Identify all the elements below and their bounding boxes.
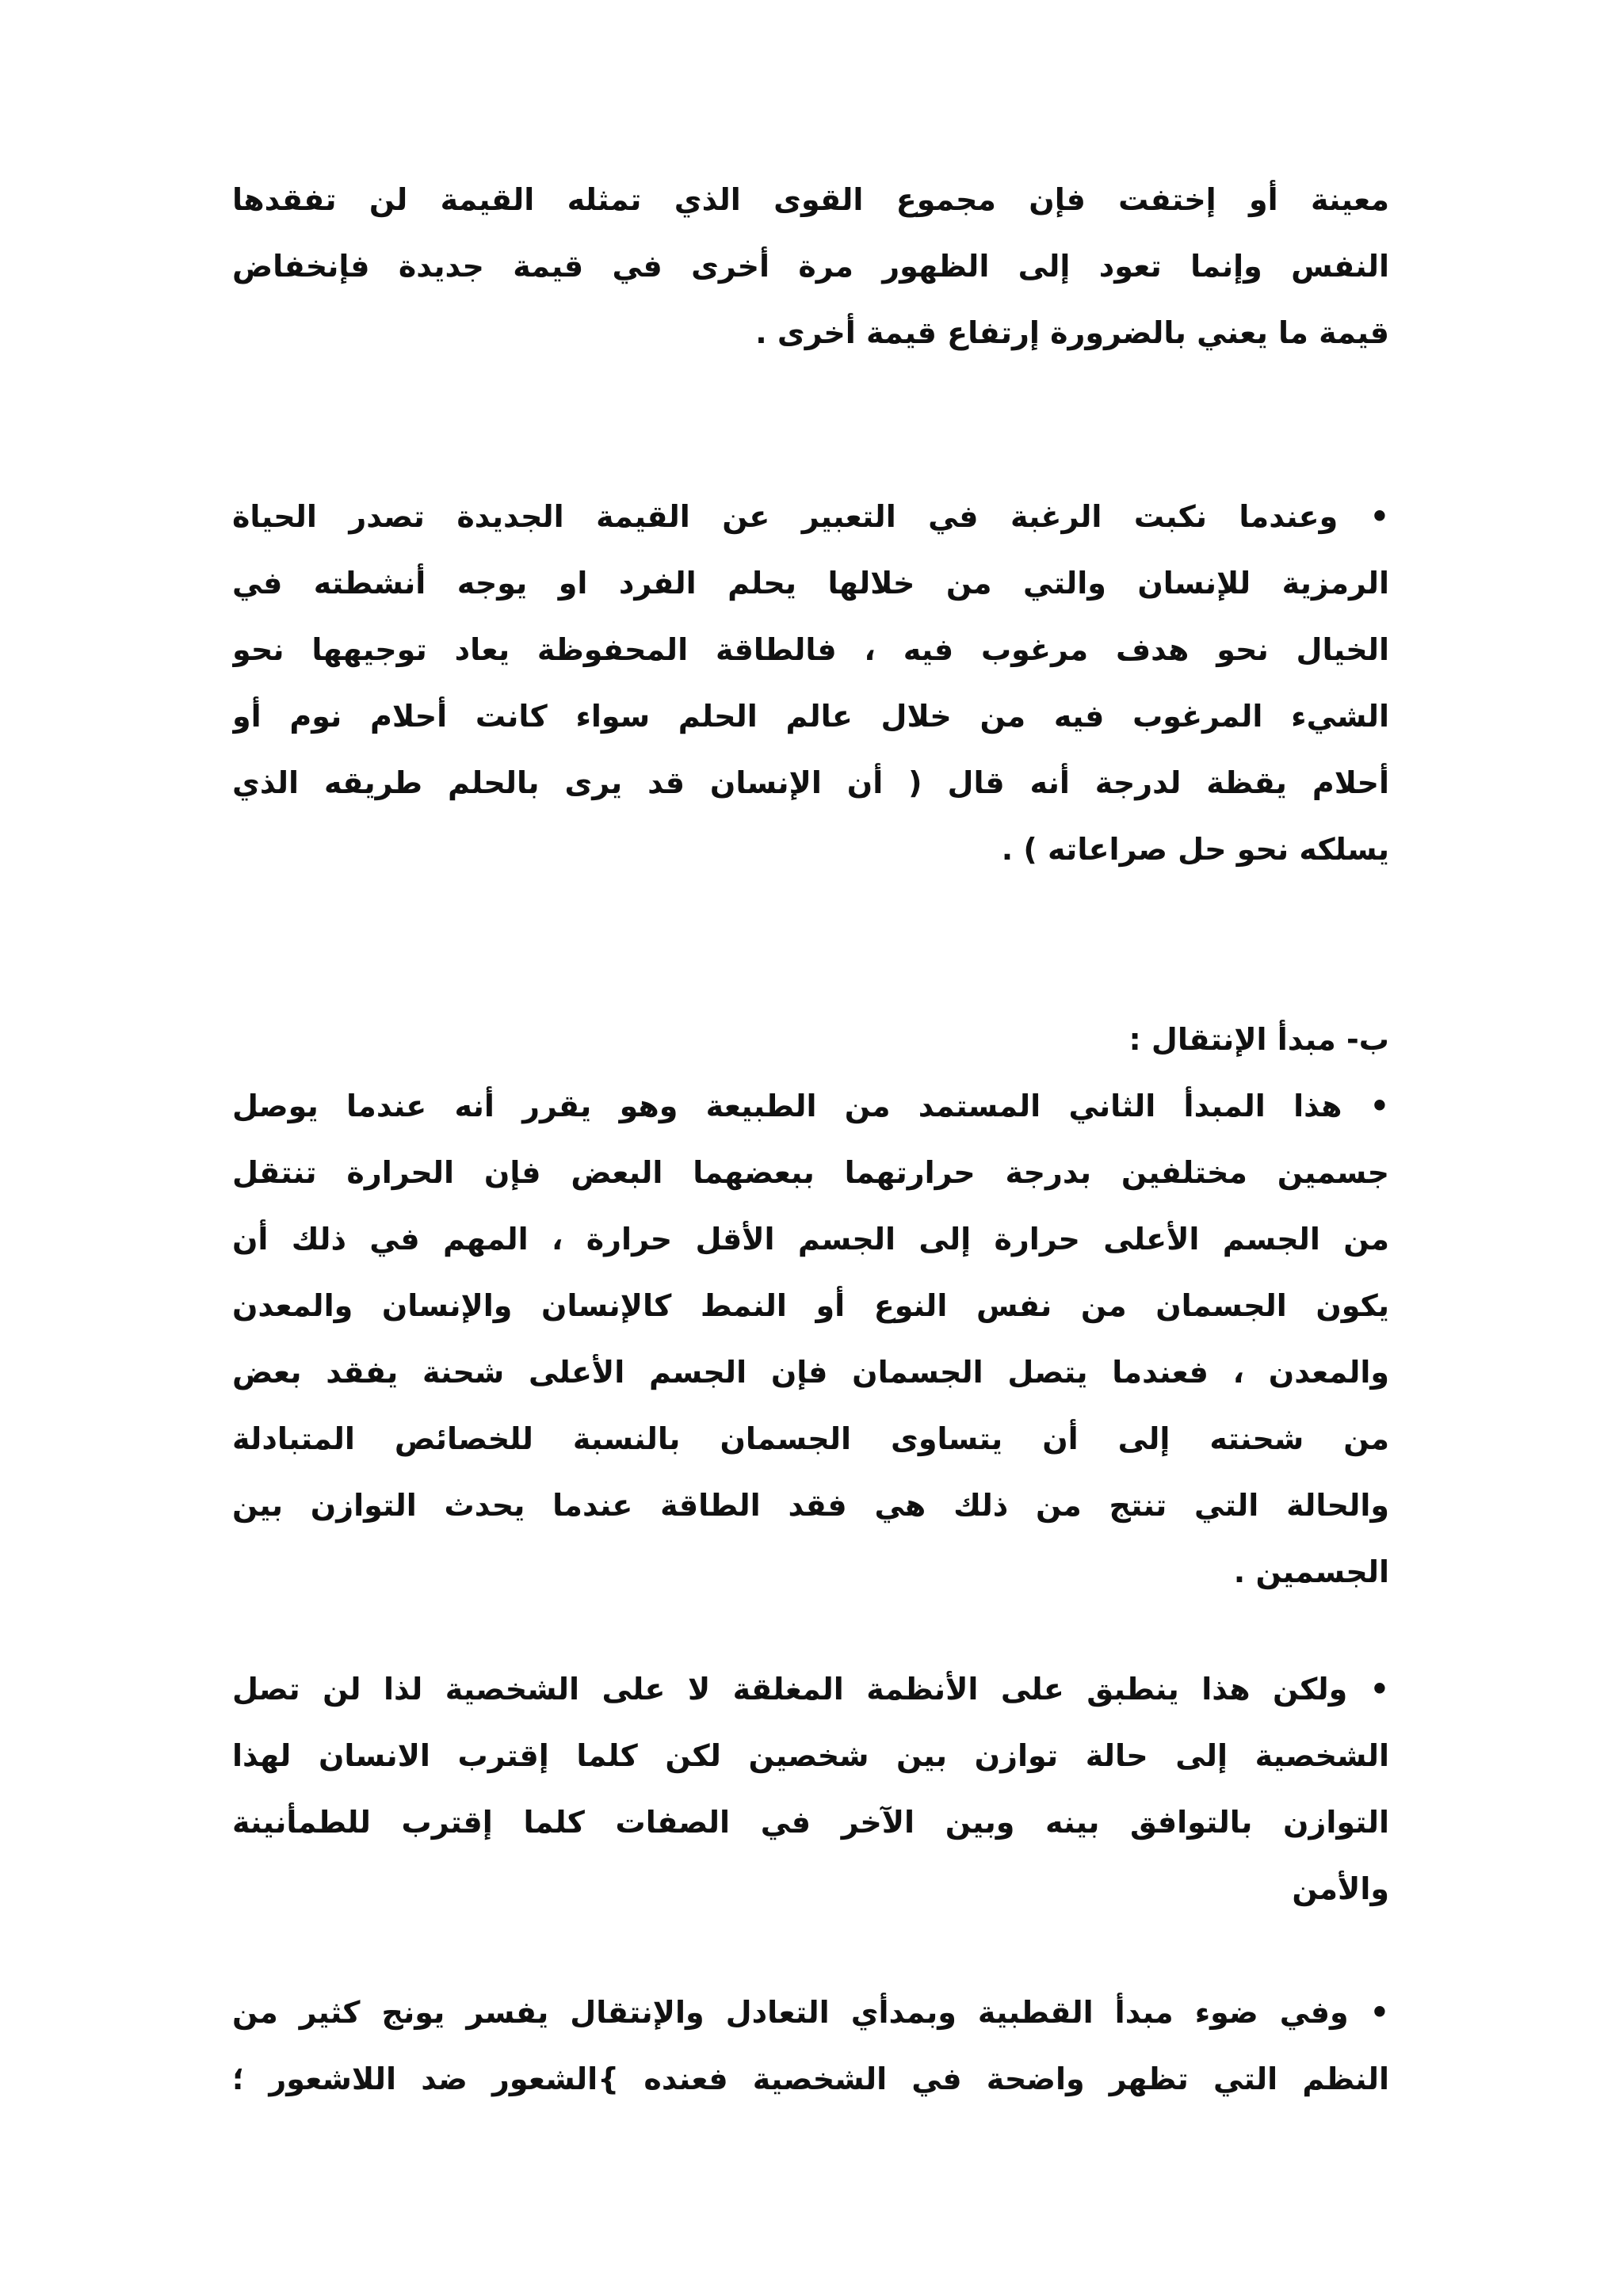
paragraph-line: التوازن بالتوافق بينه وبين الآخر في الصفات كلما إقترب للطمأنينة bbox=[232, 1805, 1389, 1840]
paragraph-line: معينة أو إختفت فإن مجموع القوى الذي تمثله القيمة لن تفقدها bbox=[232, 182, 1389, 217]
paragraph-line: • وفي ضوء مبدأ القطبية وبمدأي التعادل والإنتقال يفسر يونج كثير من bbox=[232, 1995, 1389, 2030]
paragraph-line: جسمين مختلفين بدرجة حرارتهما ببعضهما البعض فإن الحرارة تنتقل bbox=[232, 1155, 1389, 1190]
paragraph-line: والمعدن ، فعندما يتصل الجسمان فإن الجسم الأعلى شحنة يفقد بعض bbox=[232, 1355, 1389, 1390]
paragraph-5 bbox=[232, 1979, 1389, 2112]
paragraph-line: الشخصية إلى حالة توازن بين شخصين لكن كلما إقترب الانسان لهذا bbox=[232, 1738, 1389, 1773]
paragraph-1 bbox=[232, 166, 1389, 366]
paragraph-line: من الجسم الأعلى حرارة إلى الجسم الأقل حرارة ، المهم في ذلك أن bbox=[232, 1222, 1389, 1257]
paragraph-line: • هذا المبدأ الثاني المستمد من الطبيعة وهو يقرر أنه عندما يوصل bbox=[232, 1089, 1389, 1123]
paragraph-line: • وعندما نكبت الرغبة في التعبير عن القيمة الجديدة تصدر الحياة bbox=[232, 499, 1389, 534]
section-heading: ب- مبدأ الإنتقال : bbox=[1128, 1022, 1389, 1057]
paragraph-line: يكون الجسمان من نفس النوع أو النمط كالإنسان والإنسان والمعدن bbox=[232, 1288, 1389, 1323]
paragraph-line: النظم التي تظهر واضحة في الشخصية فعنده }الشعور ضد اللاشعور ؛ bbox=[232, 2061, 1389, 2096]
paragraph-4 bbox=[232, 1656, 1389, 1922]
paragraph-line: الرمزية للإنسان والتي من خلالها يحلم الفرد او يوجه أنشطته في bbox=[232, 566, 1389, 601]
paragraph-line: يسلكه نحو حل صراعاته ) . bbox=[1001, 832, 1389, 867]
paragraph-line: النفس وإنما تعود إلى الظهور مرة أخرى في قيمة جديدة فإنخفاض bbox=[232, 249, 1389, 284]
section-b bbox=[232, 1006, 1389, 1605]
paragraph-line: من شحنته إلى أن يتساوى الجسمان بالنسبة للخصائص المتبادلة bbox=[232, 1421, 1389, 1456]
paragraph-line: أحلام يقظة لدرجة أنه قال ( أن الإنسان قد يرى بالحلم طريقه الذي bbox=[232, 765, 1389, 800]
paragraph-line: الجسمين . bbox=[1233, 1554, 1389, 1589]
paragraph-line: الشيء المرغوب فيه من خلال عالم الحلم سواء كانت أحلام نوم أو bbox=[232, 699, 1389, 734]
paragraph-line: • ولكن هذا ينطبق على الأنظمة المغلقة لا على الشخصية لذا لن تصل bbox=[232, 1672, 1389, 1707]
paragraph-line: والحالة التي تنتج من ذلك هي فقد الطاقة عندما يحدث التوازن بين bbox=[232, 1488, 1389, 1523]
paragraph-line: قيمة ما يعني بالضرورة إرتفاع قيمة أخرى . bbox=[755, 315, 1389, 350]
paragraph-2 bbox=[232, 483, 1389, 883]
paragraph-line: الخيال نحو هدف مرغوب فيه ، فالطاقة المحفوظة يعاد توجيهها نحو bbox=[232, 632, 1389, 667]
paragraph-line: والأمن bbox=[1292, 1871, 1389, 1906]
